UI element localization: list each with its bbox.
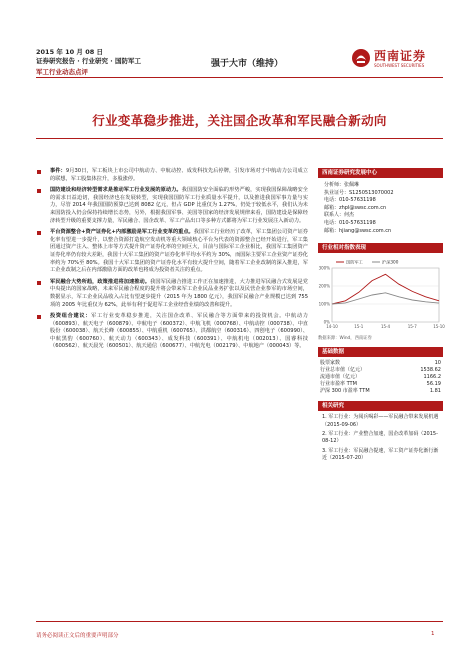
stat-label: 流通市值（亿元） [320, 374, 361, 381]
page-number: 1 [431, 631, 435, 637]
bullet-head: 军民融合大势所趋，政策推进将加速推动。 [50, 278, 151, 285]
chart-caption: 数据来源：Wind，西南证券 [318, 336, 372, 342]
related-item[interactable]: 1. 军工行业：为阅兵喝彩——军民融合带来发展机遇（2015-09-06） [322, 414, 439, 428]
legend-label: 沪深300 [382, 259, 399, 265]
logo-mark-icon [351, 48, 371, 68]
bullet-text: 9月30日，军工板块上市公司中航动力、中航动控、成发科技先后停牌，引发市场对于中航动力公司成立的联想，军工股集体拉升，多股涨停。 [50, 168, 308, 182]
company-logo [351, 45, 443, 73]
x-tick-label: 15-7 [407, 324, 417, 330]
bullet-text: 我国军民融合推进工作正在加速推进，大力推进军民融合式发展是党中央提出的国家战略，未来军民融合程度的提升将会带来军工企业民品业务扩张以及民营企业参军的市场空间，数据显示，军工企业民品收入占比有望逐步提升（2015 年为 1800 亿元），我国军民融合产业规模已达到 755 项的 2005 年比重仅为 62%，此举有利于促进军工企业经营业绩的改善和提升。 [50, 278, 308, 308]
analyst-line: 电话：010-57631198 [324, 219, 376, 226]
bullet-icon [37, 231, 41, 235]
report-date: 2015 年 10 月 08 日 [36, 48, 103, 56]
bullet-head: 投资组合建议： [50, 313, 92, 320]
stat-label: 沪深 300 市盈率 TTM [320, 388, 370, 395]
analyst-line: 联系人：何杰 [324, 212, 355, 219]
legend-label: 国防军工 [346, 259, 363, 265]
chart-frame [332, 268, 439, 322]
analyst-section-title: 西南证券研究发展中心 [318, 168, 443, 178]
bullet-head: 事件： [50, 168, 66, 174]
bullet-icon [37, 170, 41, 174]
bullet-event [36, 168, 308, 183]
stat-label: 股票家数 [320, 360, 341, 367]
stat-value: 56.19 [426, 381, 441, 388]
header-divider [36, 77, 443, 78]
analyst-line: 执业证号：S1250513070002 [324, 189, 394, 196]
y-tick-label: 100% [318, 301, 330, 307]
sidebar [318, 168, 443, 465]
stat-value: 10 [434, 360, 441, 367]
index-chart [318, 243, 443, 341]
analyst-info [318, 182, 443, 235]
bullet-text: 军工行业变革稳步推进，关注国企改革、军民融合等方面带来的投资机会。中航动力（600893）、航天电子（600879）、中航电子（600372）、中航飞机（000768）、中航动控（000738）、中直股份（600038）、航天长峰（600855）、中航重机（600765）、洪都航空（600316）、四创电子（600990）、中航黑豹（600760）、航天动力（600343）、成发科技（600391）、中航机电（002013）、国睿科技（600562）、航天晨光（600501）、航天通信（600677）、中航光电（002179）、中航地产（000043）等。 [50, 313, 308, 350]
main-body [36, 168, 308, 355]
bullet-icon [37, 315, 41, 319]
basic-data [318, 347, 443, 395]
bullet-icon [37, 189, 41, 193]
related-research [318, 401, 443, 462]
y-tick-label: 300% [318, 265, 330, 271]
report-type: 证券研究报告 · 行业研究 · 国防军工 [36, 57, 141, 65]
logo-text: 西南证券 [374, 49, 427, 63]
stat-label: 行业市盈率 TTM [320, 381, 357, 388]
series-line [332, 293, 439, 304]
footer-disclaimer: 请务必阅读正文后的重要声明部分 [36, 633, 119, 639]
analyst-line: 电话：010-57631198 [324, 197, 376, 204]
x-tick-label: 15-1 [354, 324, 364, 330]
stat-value: 1166.2 [423, 374, 441, 381]
related-item[interactable]: 3. 军工行业：军民融合提速，军工资产证券化渐行渐近（2015-07-20） [322, 447, 439, 462]
series-line [332, 274, 439, 304]
related-title: 相关研究 [318, 401, 443, 411]
stat-value: 1538.62 [420, 367, 441, 374]
stat-value: 1.81 [429, 388, 441, 395]
title-divider [36, 138, 443, 139]
report-title: 行业变革稳步推进，关注国企改革和军民融合新动向 [92, 113, 387, 128]
bullet-icon [37, 281, 41, 285]
bullet-text: 我国军工行业经历了改革，军工集团公司资产证券化率有望进一步提升，以整合资源打造航空发动机等重大领域核心平台为代表的资源整合已经开始进行，军工集团通过资产注入、整体上市等方式提升资产证券化率的空间巨大，目前与国际军工企业相比，我国军工集团资产证券化率仍有较大差距，我国十大军工集团的资产证券化率平均水平约为 30%，而国际主要军工企业资产证券化率约为 70%至 80%。我国十大军工集团的资产证券化水平有较大提升空间，随着军工企业改制的深入推进，军工企业改制之后在内部激励方面的改革也将成为投资者关注的重点。 [50, 229, 308, 274]
analyst-line: 邮箱：zhpl@swsc.com.cn [324, 204, 387, 211]
bullet-drivers [36, 187, 308, 225]
chart-title: 行业相对指数表现 [318, 243, 443, 253]
related-item[interactable]: 2. 军工行业：产业整合加速，国企改革加码（2015-08-12） [322, 430, 438, 445]
basic-data-title: 基础数据 [318, 347, 443, 357]
x-tick-label: 15-10 [433, 324, 445, 330]
logo-text-en: SOUTHWEST SECURITIES [374, 63, 425, 68]
bullet-head: 平台资源整合+资产证券化+内部激励是军工行业变革的重点。 [50, 229, 194, 236]
report-subtype: 军工行业动态点评 [36, 68, 88, 76]
analyst-line: 分析师：张佩琳 [324, 182, 360, 188]
bullet-head: 国防建设和经济转型需求是推动军工行业发展的原动力。 [50, 187, 182, 194]
x-tick-label: 14-10 [326, 324, 338, 330]
chart-plot [318, 256, 443, 334]
stat-row [318, 388, 443, 395]
footer-divider [36, 621, 443, 622]
bullet-reform [36, 229, 308, 275]
bullet-text: 我国国防安全面临的形势严峻，实现我国保障战略安全的需求日益迫切，我国经济也在发展转型，实现我国国防军工行业质量水平提升，以及推进我国军事力量与实力，尽管 2014 年我国国防预算已达到 8082 亿元，但占 GDP 比重仅为 1.27%，仍处于较低水平，我们认为未来国防投入仍会保持持续增长态势，另外，根据我国军事、美国等国家的经济发展规律来看，国防建设是保障经济转型升级的重要支撑力量，军民融合、国企改革、军工产品出口等多种方式都将为军工行业发展注入新动力。 [50, 187, 308, 224]
bullet-portfolio [36, 313, 308, 351]
rating: 强于大市（维持） [211, 59, 284, 69]
bullet-integration [36, 279, 308, 309]
y-tick-label: 200% [318, 283, 330, 289]
analyst-line: 邮箱：hjiang@swsc.com.cn [324, 227, 392, 234]
stat-label: 行业总市值（亿元） [320, 367, 366, 374]
y-tick-label: 0% [323, 319, 330, 325]
x-tick-label: 15-4 [380, 324, 391, 330]
